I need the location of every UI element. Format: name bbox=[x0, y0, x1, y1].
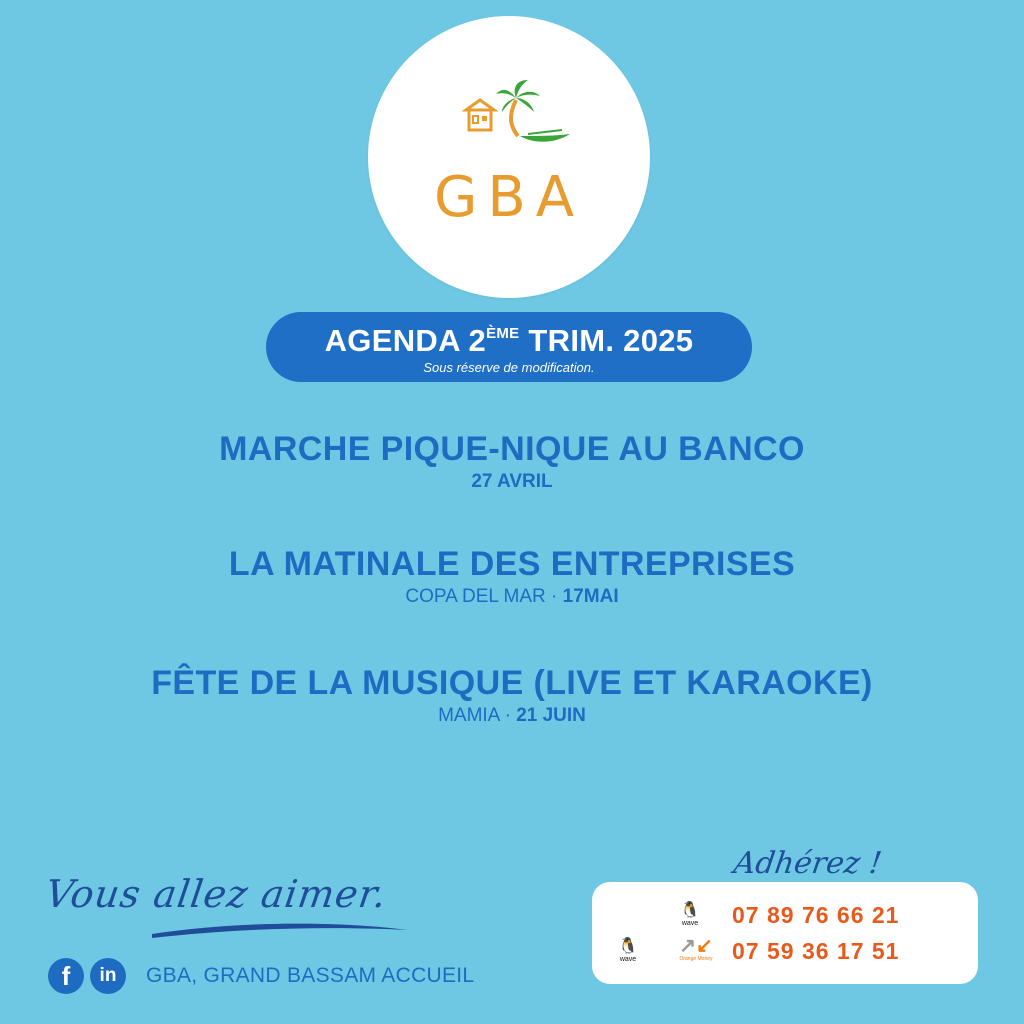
join-heading: Adhérez ! bbox=[731, 846, 884, 881]
event-meta bbox=[60, 704, 964, 728]
facebook-icon[interactable]: f bbox=[48, 958, 84, 994]
penguin-icon: 🐧 bbox=[680, 902, 700, 919]
event-item bbox=[60, 430, 964, 494]
social-links bbox=[48, 956, 474, 996]
agenda-title bbox=[266, 324, 752, 358]
agenda-title-superscript: ÈME bbox=[486, 325, 520, 342]
event-title: FÊTE DE LA MUSIQUE (LIVE ET KARAOKE) bbox=[151, 664, 873, 702]
agenda-title-end: TRIM. 2025 bbox=[519, 323, 694, 358]
agenda-subtitle: Sous réserve de modification. bbox=[423, 360, 595, 375]
social-handle: GBA, GRAND BASSAM ACCUEIL bbox=[146, 964, 475, 987]
orange-money-label: Orange Money bbox=[679, 956, 713, 962]
event-item bbox=[60, 664, 964, 728]
swoosh-underline-icon bbox=[150, 918, 410, 940]
palm-house-logo-icon bbox=[458, 74, 578, 154]
event-date: 27 AVRIL bbox=[471, 471, 553, 492]
event-date: 17MAI bbox=[562, 586, 619, 607]
phone-number-2[interactable]: 07 59 36 17 51 bbox=[732, 938, 900, 964]
event-title: LA MATINALE DES ENTREPRISES bbox=[228, 545, 796, 583]
linkedin-icon[interactable]: in bbox=[90, 958, 126, 994]
contact-card bbox=[592, 882, 978, 984]
wave-label: wave bbox=[681, 920, 699, 927]
phone-number-1[interactable]: 07 89 76 66 21 bbox=[732, 902, 900, 928]
event-meta bbox=[60, 470, 964, 494]
wave-logo-icon bbox=[676, 902, 704, 932]
penguin-icon: 🐧 bbox=[618, 938, 638, 955]
event-separator: · bbox=[545, 586, 563, 607]
event-item bbox=[60, 545, 964, 609]
logo-badge bbox=[368, 16, 650, 298]
agenda-title-main: AGENDA 2 bbox=[324, 323, 487, 358]
event-place: COPA DEL MAR bbox=[405, 586, 546, 607]
event-place: MAMIA bbox=[438, 705, 500, 726]
wave-label: wave bbox=[619, 956, 637, 963]
event-separator: · bbox=[499, 705, 517, 726]
arrows-icon: ↗↙ bbox=[679, 935, 713, 957]
wave-logo-icon bbox=[614, 938, 642, 968]
event-date: 21 JUIN bbox=[516, 705, 586, 726]
orange-money-logo-icon bbox=[674, 936, 718, 966]
logo-text: GBA bbox=[433, 165, 585, 230]
slogan: Vous allez aimer. bbox=[42, 872, 390, 916]
event-meta bbox=[60, 585, 964, 609]
event-title: MARCHE PIQUE-NIQUE AU BANCO bbox=[219, 430, 805, 468]
agenda-banner bbox=[266, 312, 752, 382]
